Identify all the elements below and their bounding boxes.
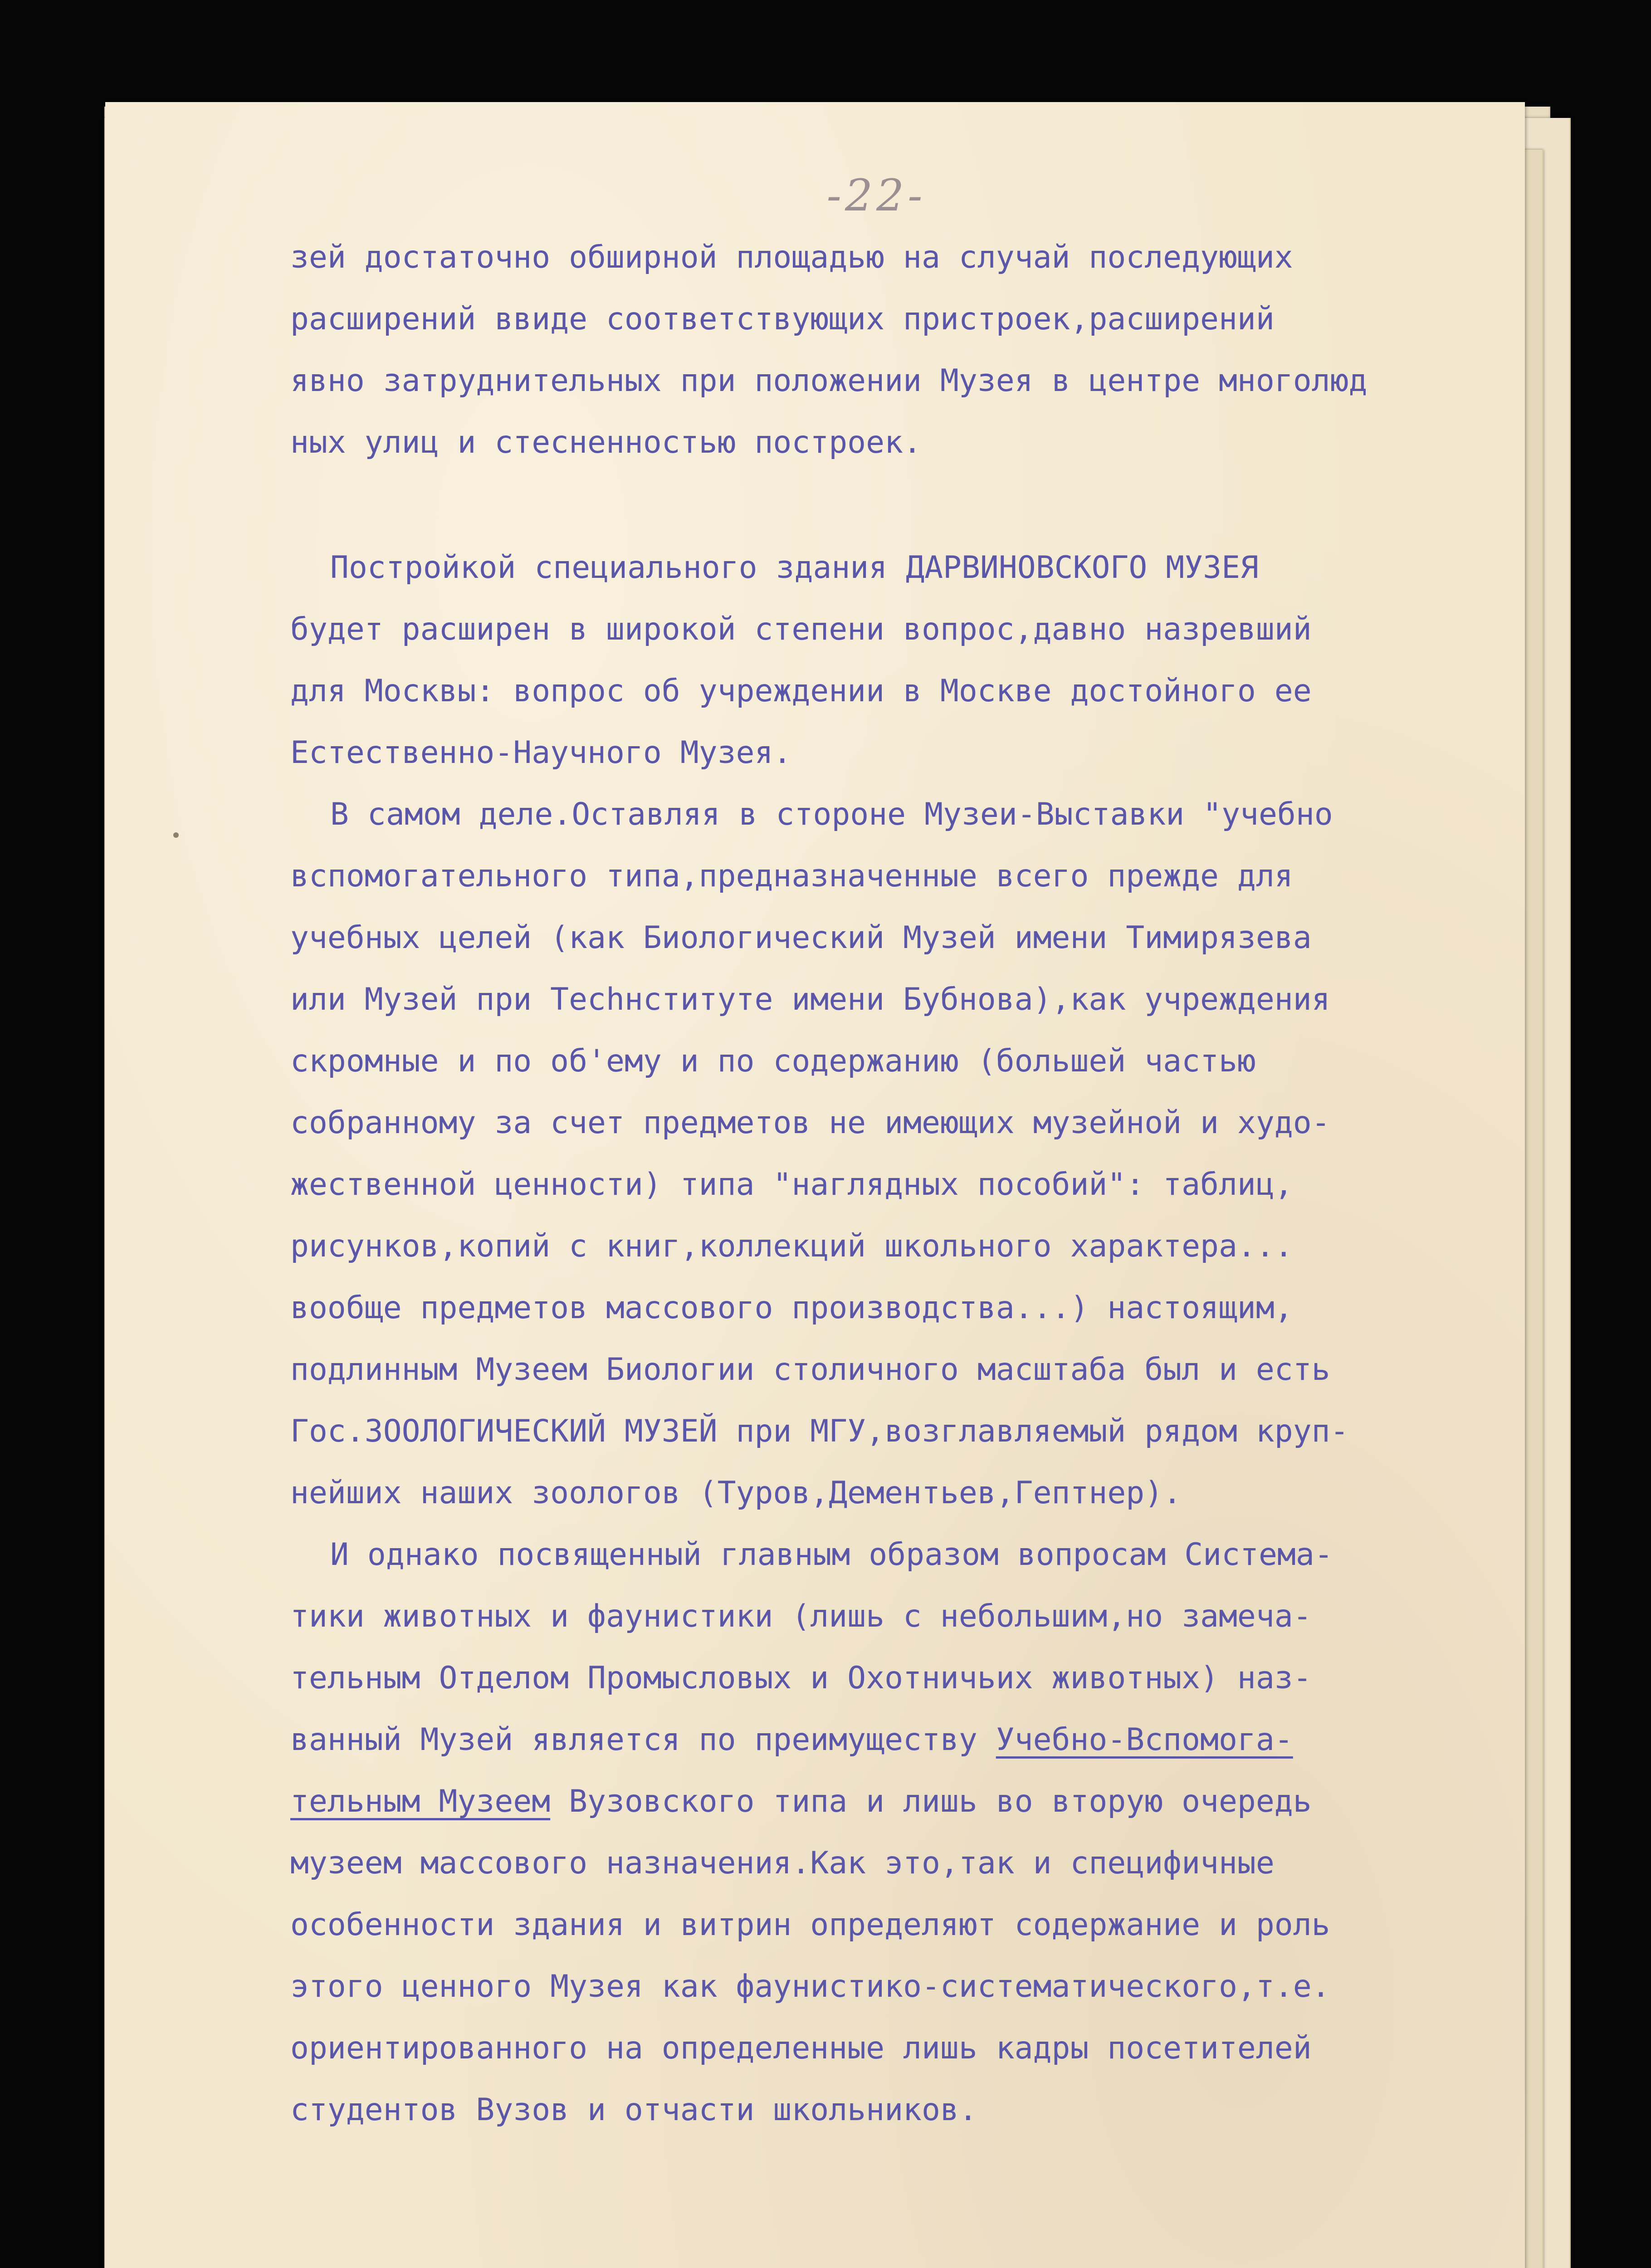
- text-line: [290, 1277, 1551, 1339]
- text-line: [290, 660, 1551, 722]
- text-line: [290, 599, 1551, 660]
- text-line: [290, 846, 1551, 907]
- text-line: [290, 2018, 1551, 2079]
- text-segment: для Москвы: вопрос об учреждении в Москве достойного ее: [290, 673, 1312, 709]
- paragraph: [290, 1524, 1551, 2141]
- text-segment: студентов Вузов и отчасти школьников.: [290, 2092, 977, 2128]
- text-line: [290, 1092, 1551, 1154]
- text-line: [290, 1524, 1551, 1586]
- text-segment: явно затруднительных при положении Музея в центре многолюд: [290, 363, 1368, 399]
- text-line: [290, 1894, 1551, 1956]
- text-segment: жественной ценности) типа "наглядных пособий": таблиц,: [290, 1167, 1293, 1202]
- text-line: [290, 1031, 1551, 1092]
- text-segment: Постройкой специального здания ДАРВИНОВСКОГО МУЗЕЯ: [330, 550, 1259, 586]
- text-segment: ных улиц и стесненностью построек.: [290, 425, 922, 460]
- text-segment: рисунков,копий с книг,коллекций школьного характера...: [290, 1228, 1293, 1264]
- text-segment: учебных целей (как Биологический Музей имени Тимирязева: [290, 920, 1312, 956]
- document-body: [290, 227, 1551, 2141]
- text-line: [290, 1771, 1551, 1833]
- text-line: [290, 1462, 1551, 1524]
- text-segment: или Музей при Techнституте имени Бубнова),как учреждения: [290, 982, 1330, 1017]
- text-segment: зей достаточно обширной площадью на случай последующих: [290, 240, 1293, 275]
- text-line: [290, 412, 1551, 474]
- text-segment: В самом деле.Оставляя в стороне Музеи-Выставки "учебно: [330, 797, 1333, 832]
- text-line: [290, 1586, 1551, 1647]
- text-segment: вспомогательного типа,предназначенные всего прежде для: [290, 858, 1293, 894]
- underlined-text: Учебно-Вспомога-: [996, 1722, 1293, 1758]
- text-line: [290, 1833, 1551, 1894]
- text-line: [290, 1216, 1551, 1277]
- text-line: [290, 784, 1551, 846]
- text-line: [290, 1154, 1551, 1216]
- text-segment: будет расширен в широкой степени вопрос,давно назревший: [290, 611, 1312, 647]
- text-segment: подлинным Музеем Биологии столичного масштаба был и есть: [290, 1352, 1330, 1388]
- paragraph: [290, 227, 1551, 474]
- paragraph: [290, 784, 1551, 1524]
- text-segment: тельным Отделом Промысловых и Охотничьих животных) наз-: [290, 1660, 1312, 1696]
- text-segment: этого ценного Музея как фаунистико-систематического,т.е.: [290, 1969, 1330, 2004]
- paragraph-gap: [290, 474, 1551, 537]
- paragraph: [290, 537, 1551, 784]
- text-line: [290, 1647, 1551, 1709]
- text-segment: тики животных и фаунистики (лишь с небольшим,но замеча-: [290, 1598, 1312, 1634]
- text-segment: расширений ввиде соответствующих пристроек,расширений: [290, 301, 1275, 337]
- text-line: [290, 227, 1551, 288]
- punch-mark: [173, 832, 179, 838]
- text-segment: особенности здания и витрин определяют содержание и роль: [290, 1907, 1330, 1943]
- underlined-text: тельным Музеем: [290, 1784, 551, 1819]
- text-segment: Гос.ЗООЛОГИЧЕСКИЙ МУЗЕЙ при МГУ,возглавляемый рядом круп-: [290, 1413, 1349, 1449]
- text-segment: нейших наших зоологов (Туров,Дементьев,Гептнер).: [290, 1475, 1182, 1511]
- text-line: [290, 907, 1551, 969]
- text-segment: музеем массового назначения.Как это,так и специфичные: [290, 1845, 1275, 1881]
- text-segment: Естественно-Научного Музея.: [290, 735, 792, 771]
- text-segment: Вузовского типа и лишь во вторую очередь: [550, 1784, 1312, 1819]
- text-line: [290, 1956, 1551, 2018]
- text-line: [290, 1339, 1551, 1401]
- text-line: [290, 288, 1551, 350]
- text-line: [290, 1709, 1551, 1771]
- text-line: [290, 537, 1551, 599]
- text-line: [290, 350, 1551, 412]
- text-line: [290, 969, 1551, 1031]
- text-segment: ориентированного на определенные лишь кадры посетителей: [290, 2030, 1312, 2066]
- text-segment: ванный Музей является по преимуществу: [290, 1722, 996, 1758]
- text-segment: И однако посвященный главным образом вопросам Система-: [330, 1537, 1333, 1573]
- text-line: [290, 1401, 1551, 1462]
- text-segment: вообще предметов массового производства...) настоящим,: [290, 1290, 1293, 1326]
- text-segment: скромные и по об'ему и по содержанию (большей частью: [290, 1043, 1256, 1079]
- text-segment: собранному за счет предметов не имеющих музейной и худо-: [290, 1105, 1330, 1141]
- page-number: -22-: [826, 170, 926, 221]
- text-line: [290, 2079, 1551, 2141]
- text-line: [290, 722, 1551, 784]
